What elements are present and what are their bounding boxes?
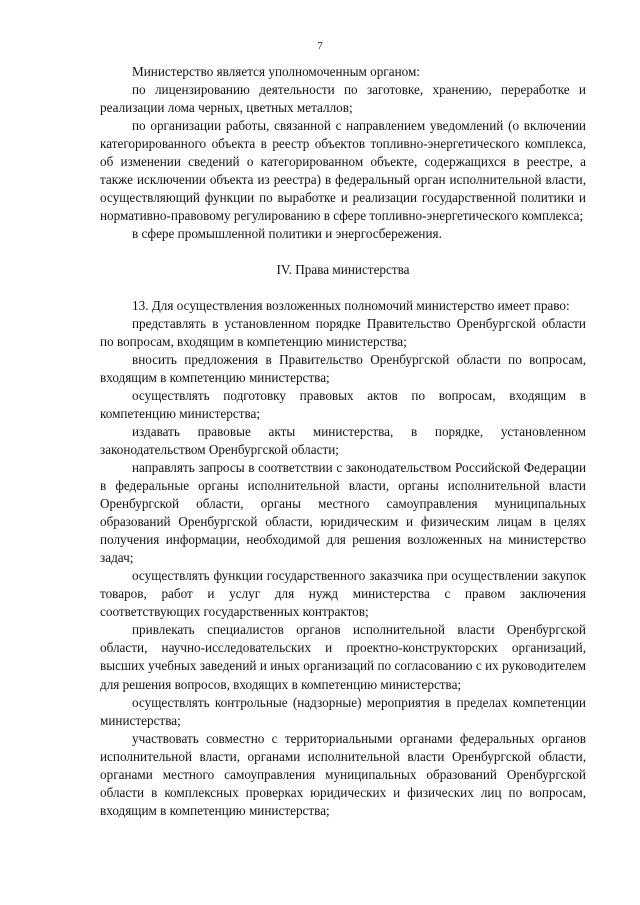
paragraph-group-top — [100, 63, 586, 243]
document-body — [100, 63, 586, 820]
paragraph: Министерство является уполномоченным органом: — [132, 64, 420, 79]
paragraph: осуществлять подготовку правовых актов по вопросам, входящим в компетенцию министерства; — [100, 387, 586, 421]
paragraph: в сфере промышленной политики и энергосбережения. — [132, 226, 442, 242]
section-heading: IV. Права министерства — [276, 262, 410, 278]
paragraph: вносить предложения в Правительство Оренбургской области по вопросам, входящим в компетенцию министерства; — [100, 351, 586, 385]
paragraph: по лицензированию деятельности по заготовке, хранению, переработке и реализации лома черных, цветных металлов; — [100, 82, 586, 116]
paragraph: осуществлять контрольные (надзорные) мероприятия в пределах компетенции министерства; — [100, 694, 586, 728]
paragraph: 13. Для осуществления возложенных полномочий министерство имеет право: — [132, 297, 570, 313]
paragraph: участвовать совместно с территориальными органами федеральных органов исполнительной власти, органами исполнительной власти Оренбургской области, органами местного самоуправления муниципальных образований Оренбургской области в комплексных проверках юридических и физических лиц по вопросам, входящим в компетенцию министерства; — [100, 730, 586, 818]
paragraph: издавать правовые акты министерства, в порядке, установленном законодательством Оренбургской области; — [100, 423, 586, 457]
paragraph-group-rights — [100, 297, 586, 820]
page-number: 7 — [317, 40, 323, 52]
paragraph: по организации работы, связанной с направлением уведомлений (о включении категорированного объекта в реестр объектов топливно-энергетического комплекса, об изменении сведений о категорированном объекте, содержащихся в реестре, а также исключении объекта из реестра) в федеральный орган исполнительной власти, осуществляющий функции по выработке и реализации государственной политики и нормативно-правовому регулированию в сфере топливно-энергетического комплекса; — [100, 118, 586, 224]
paragraph: направлять запросы в соответствии с законодательством Российской Федерации в федеральные органы исполнительной власти, органы исполнительной власти Оренбургской области, органы местного самоуправления муниципальных образований Оренбургской области, юридическим и физическим лицам в целях получения информации, необходимой для решения возложенных на министерство задач; — [100, 459, 586, 566]
paragraph: привлекать специалистов органов исполнительной власти Оренбургской области, научно-исследовательских и проектно-конструкторских организаций, высших учебных заведений и иных организаций по согласованию с их руководителем для решения вопросов, входящих в компетенцию министерства; — [100, 622, 586, 692]
paragraph: осуществлять функции государственного заказчика при осуществлении закупок товаров, работ и услуг для нужд министерства с правом заключения соответствующих государственных контрактов; — [100, 568, 586, 620]
paragraph: представлять в установленном порядке Правительство Оренбургской области по вопросам, входящим в компетенцию министерства; — [100, 315, 586, 349]
